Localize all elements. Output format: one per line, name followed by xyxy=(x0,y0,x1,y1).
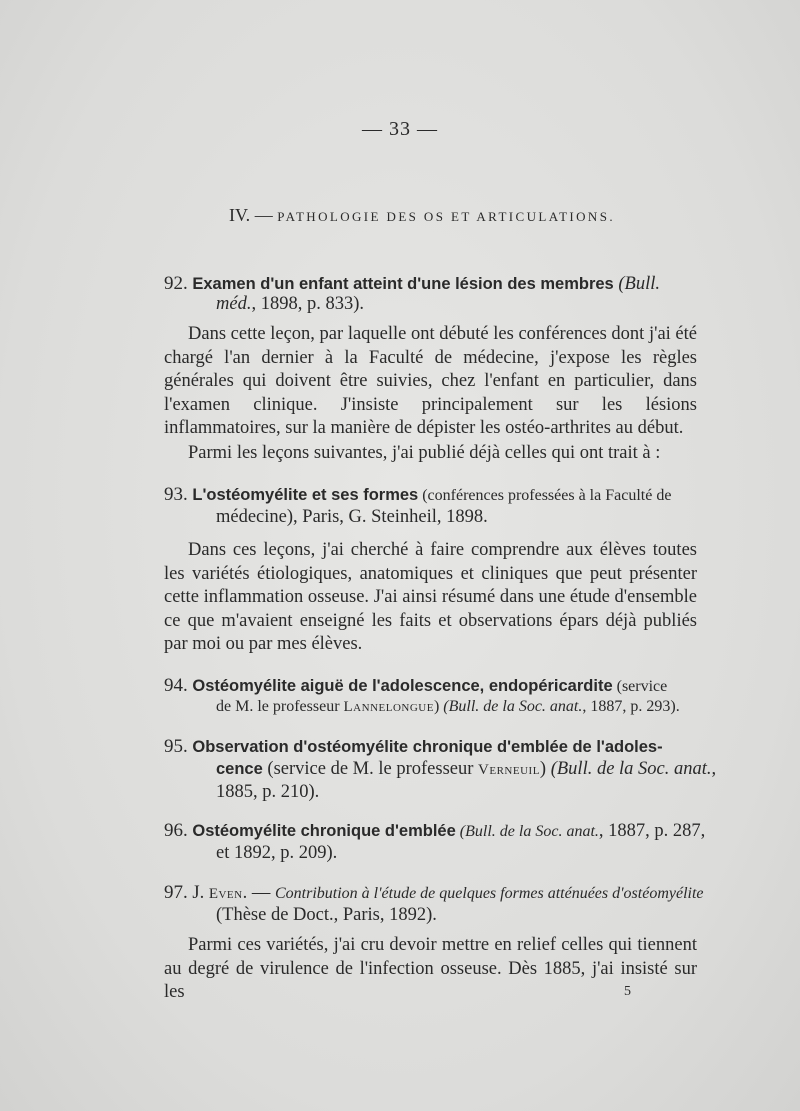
reference-text: , 1887, p. 287, xyxy=(598,821,706,841)
entry-title: Contribution à l'étude de quelques formes atténuées d'ostéomyélite xyxy=(274,885,704,902)
professor-name: Lannelongue xyxy=(343,699,434,715)
entry-title: Ostéomyélite aiguë de l'adolescence, endopéricardite xyxy=(192,677,613,695)
paragraph-lecons: Parmi les leçons suivantes, j'ai publié déjà celles qui ont trait à : xyxy=(188,443,661,463)
entry-title: Observation d'ostéomyélite chronique d'emblée de l'adoles- xyxy=(192,738,663,756)
entry-number: 94. xyxy=(164,675,188,696)
journal-abbrev: (Bull. de la Soc. anat. xyxy=(443,698,583,715)
paragraph-92: Dans cette leçon, par laquelle ont débuté les conférences dont j'ai été chargé l'an dernier à la Faculté de médecine, j'expose les règles générales qui doivent être suivies, chez l'enfant en particulier, dans l'examen clinique. J'insiste principalement sur les lésions inflammatoires, sur la manière de dépister les ostéo-arthrites au début. xyxy=(164,324,697,438)
entry-96-reference-line: et 1892, p. 209). xyxy=(216,843,338,863)
entry-dash: . — xyxy=(242,883,275,903)
author-initial: J. xyxy=(192,883,209,903)
paragraph-97: Parmi ces variétés, j'ai cru devoir mettre en relief celles qui tiennent au degré de virulence de l'infection osseuse. Dès 1885, j'ai insisté sur les xyxy=(164,935,697,1002)
reference-text: ) xyxy=(539,759,551,779)
entry-96-title-line xyxy=(164,819,705,843)
entry-number: 95. xyxy=(164,736,188,757)
entry-97-title-line xyxy=(164,881,704,906)
journal-abbrev: méd. xyxy=(216,294,252,314)
page-number: — 33 — xyxy=(362,118,438,140)
paragraph-93: Dans ces leçons, j'ai cherché à faire comprendre aux élèves toutes les variétés étiologiques, anatomiques et cliniques que peut présenter cette inflammation osseuse. J'ai ainsi résumé dans une étude d'ensemble ce que m'avaient enseigné les faits et observations épars déjà publiés par moi ou par mes élèves. xyxy=(164,540,697,654)
section-numeral: IV. xyxy=(229,205,251,225)
reference-text: de M. le professeur xyxy=(216,698,344,715)
reference-rest: , 1887, p. 293). xyxy=(582,698,680,715)
entry-97-reference-line: (Thèse de Doct., Paris, 1892). xyxy=(216,905,437,925)
section-title: PATHOLOGIE DES OS ET ARTICULATIONS. xyxy=(277,209,616,224)
professor-name: Verneuil xyxy=(478,762,540,778)
journal-abbrev: (Bull. de la Soc. anat. xyxy=(550,759,712,779)
entry-title: Ostéomyélite chronique d'emblée xyxy=(192,822,456,840)
reference-text: , xyxy=(711,759,717,779)
entry-95-reference-line: 1885, p. 210). xyxy=(216,782,320,802)
reference-rest: , 1898, p. 833). xyxy=(251,294,364,314)
entry-reference: (Bull. xyxy=(618,274,660,294)
reference-text: (service de M. le professeur xyxy=(262,759,479,779)
entry-number: 92. xyxy=(164,273,188,294)
entry-reference: (conférences professées à la Faculté de xyxy=(418,487,672,504)
entry-93-reference-line: médecine), Paris, G. Steinheil, 1898. xyxy=(216,507,488,527)
entry-94-reference-line xyxy=(216,695,680,719)
entry-title: Examen d'un enfant atteint d'une lésion des membres xyxy=(192,275,614,293)
signature-mark: 5 xyxy=(624,984,631,999)
entry-number: 97. xyxy=(164,882,188,903)
entry-number: 93. xyxy=(164,484,188,505)
entry-95-title-line xyxy=(164,735,663,759)
section-heading xyxy=(229,205,615,226)
entry-title-end: cence xyxy=(216,760,263,778)
author-name: Even xyxy=(208,886,243,902)
entry-title: L'ostéomyélite et ses formes xyxy=(192,486,419,504)
section-dash: — xyxy=(250,205,278,225)
entry-93-title-line xyxy=(164,483,671,507)
entry-95-title-continuation xyxy=(216,758,716,782)
reference-text: ) xyxy=(433,698,444,715)
journal-abbrev: (Bull. de la Soc. anat. xyxy=(455,823,599,840)
entry-number: 96. xyxy=(164,820,188,841)
entry-reference: (service xyxy=(612,678,668,695)
entry-92-reference-line xyxy=(216,293,364,316)
